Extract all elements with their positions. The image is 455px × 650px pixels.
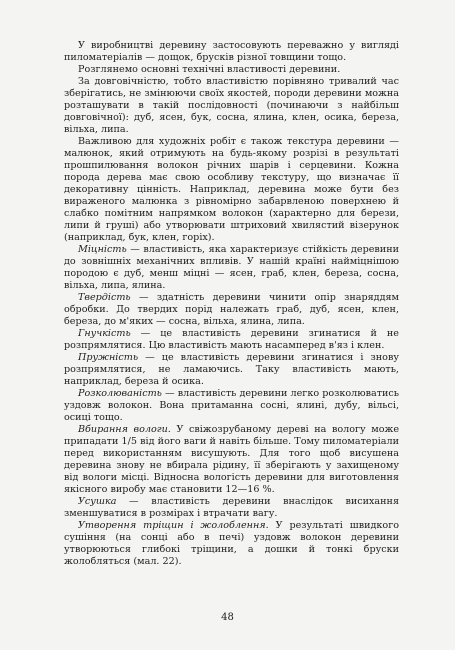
term: Міцність [78, 244, 127, 255]
paragraph [64, 244, 399, 292]
paragraph [64, 64, 399, 76]
paragraph [64, 40, 399, 64]
paragraph-text: У виробництві деревину застосовують переважно у вигляді пиломатеріалів — дощок, брусків різної товщини тощо. [64, 40, 399, 63]
paragraph-text: Розглянемо основні технічні властивості деревини. [78, 64, 341, 75]
term: Вбирання вологи. [78, 424, 171, 435]
paragraph-text: — властивість, яка характеризує стійкість деревини до зовнішніх механічних впливів. У нашій країні найміцнішою породою є дуб, менш міцні — ясен, граб, клен, береза, сосна, вільха, липа, ялина. [64, 244, 399, 291]
term: Усушка [78, 496, 117, 507]
paragraph-text: — здатність деревини чинити опір знаряддям обробки. До твердих порід належать граб, дуб, ясен, клен, береза, до м'яких — сосна, вільха, ялина, липа. [64, 292, 399, 327]
paragraph-text: — це властивість деревини згинатися і знову розпрямлятися, не ламаючись. Таку властивість мають, наприклад, береза й осика. [64, 352, 399, 387]
paragraph [64, 424, 399, 496]
paragraph-text: У результаті швидкого сушіння (на сонці або в печі) уздовж волокон деревини утворюються глибокі тріщини, а дошки й тонкі бруски жолобляться (мал. 22). [64, 520, 399, 567]
paragraph [64, 352, 399, 388]
page-number: 48 [221, 612, 234, 623]
paragraph-text: У свіжозрубаному дереві на вологу може припадати 1/5 від його ваги й навіть більше. Тому пиломатеріали перед використанням висушують. Для того щоб висушена деревина знову не вбирала рідину, її зберігають у захищеному від вологи місці. Відносна вологість деревини для виготовлення якісного виробу має становити 12—16 %. [64, 424, 399, 495]
term: Пружність [78, 352, 139, 363]
term: Розколюваність [78, 388, 162, 399]
paragraph-text: Важливою для художніх робіт є також текстура деревини — малюнок, який отримують на будь-якому розрізі в результаті прошпилювання волокон річних шарів і серцевини. Кожна порода дерева має свою особливу текстуру, що визначає її декоративну цінність. Наприклад, деревина може бути без вираженого малюнка з рівномірно забарвленою поверхнею й слабко помітним напрямком волокон (характерно для берези, липи й груші) або утворювати штриховий хвилястий візерунок (наприклад, бук, клен, горіх). [64, 136, 399, 243]
paragraph [64, 136, 399, 244]
paragraph [64, 388, 399, 424]
text-body [64, 40, 399, 568]
term: Твердість [78, 292, 131, 303]
paragraph-text: За довговічністю, тобто властивістю порівняно тривалий час зберігатись, не змінюючи своїх якостей, породи деревини можна розташувати в такій послідовності (починаючи з найбільш довговічної): дуб, ясен, бук, сосна, ялина, клен, осика, береза, вільха, липа. [64, 76, 399, 135]
paragraph-text: — це властивість деревини згинатися й не розпрямлятися. Цю властивість мають насамперед в'яз і клен. [64, 328, 399, 351]
paragraph [64, 496, 399, 520]
paragraph [64, 328, 399, 352]
paragraph [64, 76, 399, 136]
paragraph-text: — властивість деревини внаслідок висихання зменшуватися в розмірах і втрачати вагу. [64, 496, 399, 519]
paragraph-text: — властивість деревини легко розколюватись уздовж волокон. Вона притаманна сосні, ялині, дубу, вільсі, осиці тощо. [64, 388, 399, 423]
term: Гнучкість [78, 328, 131, 339]
paragraph [64, 520, 399, 568]
paragraph [64, 292, 399, 328]
term: Утворення тріщин і жолоблення. [78, 520, 269, 531]
